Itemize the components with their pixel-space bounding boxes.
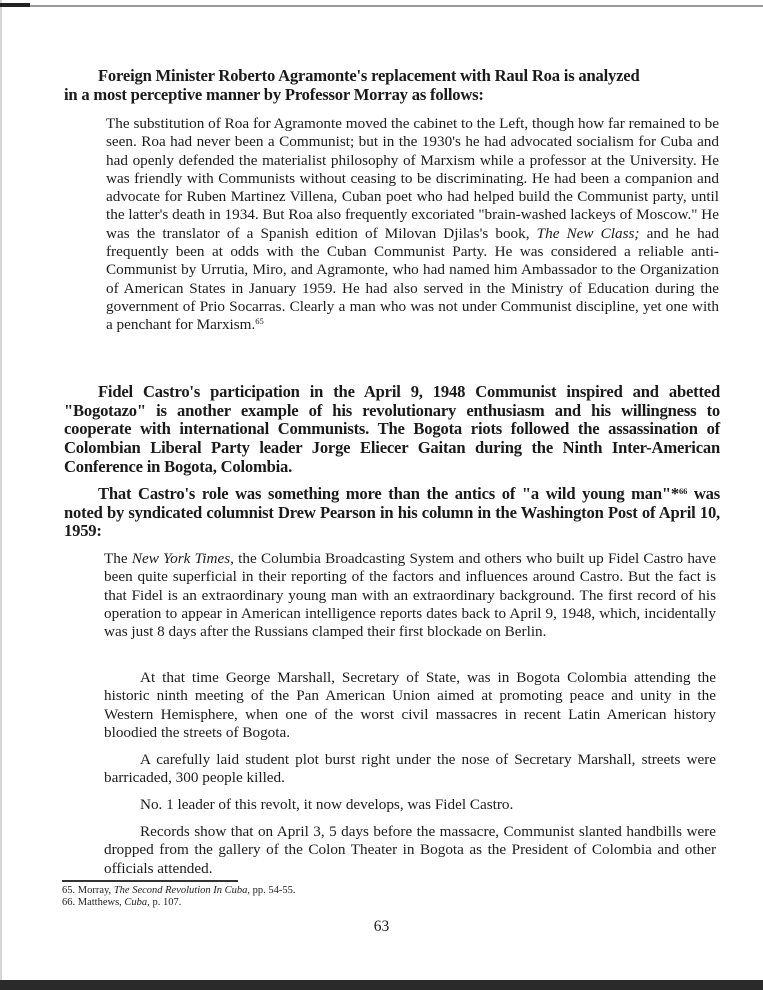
quote-text: At that time George Marshall, Secretary of State, was in Bogota Colombia attending the historic ninth meeting of the Pan American Union aimed at promoting peace and unity in the Western Hemisphere, when one of the worst civil massacres in recent Latin American history bloodied the streets of Bogota. <box>104 669 716 741</box>
paragraph-text: That Castro's role was something more than the antics of "a wild young man"* <box>98 484 680 503</box>
footnote-ref-66: 66 <box>679 486 688 496</box>
footnote-title: Cuba, <box>124 897 150 908</box>
paragraph-bogotazo <box>64 383 720 477</box>
footnote-title: The Second Revolution In Cuba, <box>113 885 250 896</box>
quote-text-continued: and he had frequently been at odds with the Cuban Communist Party. He was considered a reliable anti-Communist by Urrutia, Miro, and Agramonte, who had named him Ambassador to the Organization of American States in January 1959. He had also served in the Ministry of Education during the government of Prio Socarras. Clearly a man who was not under Communist discipline, yet one with a penchant for Marxism. <box>106 224 720 334</box>
paragraph-text-continued: was noted by syndicated columnist Drew Pearson in his column in the Washington Post of April 10, 1959: <box>64 484 720 541</box>
quote-text: Records show that on April 3, 5 days before the massacre, Communist slanted handbills were dropped from the gallery of the Colon Theater in Bogota as the President of Colombia and other officials attended. <box>104 823 716 877</box>
footnote-65 <box>62 885 296 897</box>
book-title: The New Class; <box>536 224 640 242</box>
quote-morray <box>106 115 719 335</box>
quote-pearson-5 <box>104 823 716 878</box>
top-scan-mark <box>0 3 30 7</box>
quote-pearson-3 <box>104 751 716 788</box>
footnote-divider <box>62 880 238 882</box>
paragraph-agramonte-replacement <box>64 67 720 104</box>
footnote-pages: p. 107. <box>152 897 182 908</box>
footnote-ref-65: 65 <box>255 316 264 327</box>
quote-text: A carefully laid student plot burst right under the nose of Secretary Marshall, streets were barricaded, 300 people killed. <box>104 751 716 787</box>
page-number: 63 <box>373 918 390 935</box>
quote-text: the Columbia Broadcasting System and others who built up Fidel Castro have been quite superficial in their reporting of the factors and influences around Castro. But the fact is that Fidel is an extraordinary young man with an extraordinary background. The first record of his operation to appear in American intelligence reports dates back to April 9, 1948, which, incidentally was just 8 days after the Russians clamped their first blockade on Berlin. <box>104 550 717 641</box>
quote-lead: The <box>104 550 128 567</box>
paragraph-drew-pearson <box>64 485 720 541</box>
quote-pearson-4 <box>104 796 716 814</box>
paragraph-line-2: in a most perceptive manner by Professor Morray as follows: <box>64 84 484 104</box>
bottom-scan-border <box>0 980 763 990</box>
footnote-66 <box>62 897 181 909</box>
footnote-author: 65. Morray, <box>62 885 112 896</box>
quote-pearson-2 <box>104 669 716 742</box>
quote-text: The substitution of Roa for Agramonte moved the cabinet to the Left, though how far remained to be seen. Roa had never been a Communist; but in the 1930's he had advocated socialism for Cuba and had openly defended the materialist philosophy of Marxism while a professor at the University. He was friendly with Communists without ceasing to be discriminating. He had been a companion and advocate for Ruben Martinez Villena, Cuban poet who had helped build the Communist party, until the latter's death in 1934. But Roa also frequently excoriated "brain-washed lackeys of Moscow." He was the translator of a Spanish edition of Milovan Djilas's book, <box>106 115 719 242</box>
quote-text: No. 1 leader of this revolt, it now develops, was Fidel Castro. <box>140 796 514 813</box>
footnote-author: 66. Matthews, <box>62 897 122 908</box>
page-edge-shadow <box>0 0 2 990</box>
footnote-pages: pp. 54-55. <box>252 885 296 896</box>
paragraph-line-1: Foreign Minister Roberto Agramonte's replacement with Raul Roa is analyzed <box>98 66 640 85</box>
quote-pearson-1 <box>104 550 716 641</box>
top-scan-border <box>0 5 763 7</box>
paragraph-text: Fidel Castro's participation in the April 9, 1948 Communist inspired and abetted "Bogotazo" is another example of his revolutionary enthusiasm and his willingness to cooperate with international Communists. The Bogota riots followed the assassination of Colombian Liberal Party leader Jorge Eliecer Gaitan during the Ninth Inter-American Conference in Bogota, Colombia. <box>64 382 720 476</box>
newspaper-title: New York Times, <box>131 550 234 567</box>
